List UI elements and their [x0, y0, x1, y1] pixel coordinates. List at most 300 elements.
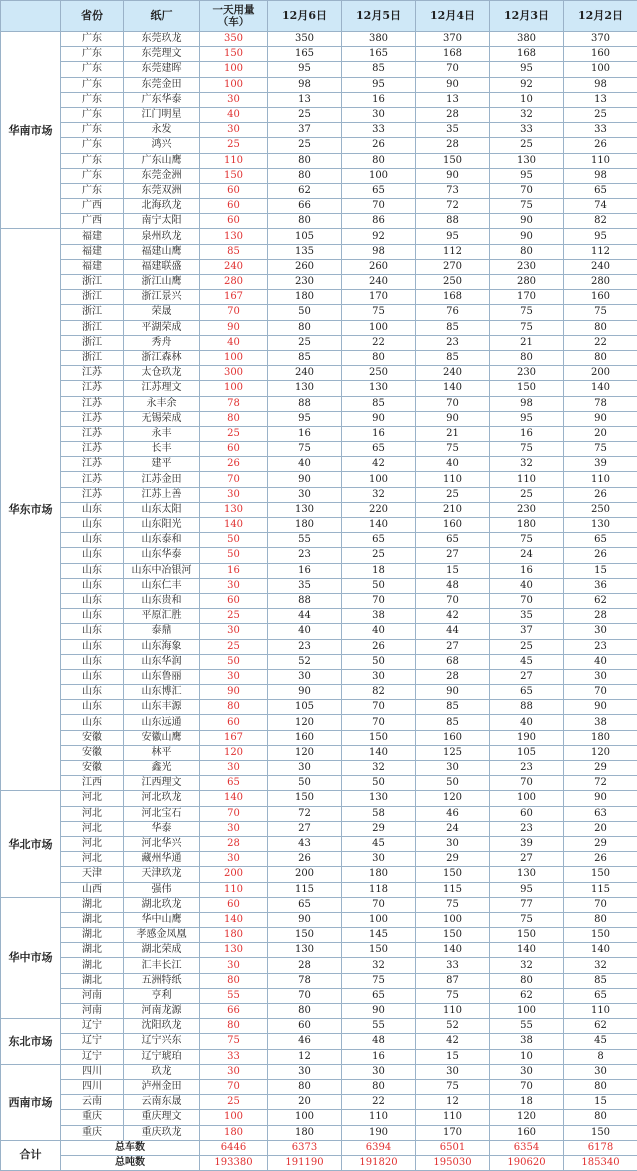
total-label: 合计	[1, 1140, 61, 1170]
mill-cell: 玖龙	[124, 1064, 200, 1079]
date-5-cell: 80	[564, 1079, 637, 1094]
date-2-cell: 42	[342, 457, 416, 472]
daily-usage-cell: 180	[200, 928, 268, 943]
date-2-cell: 70	[342, 700, 416, 715]
date-5-cell: 115	[564, 882, 637, 897]
table-row	[1, 745, 637, 760]
region-label: 华北市场	[1, 791, 61, 897]
date-4-cell: 10	[490, 1049, 564, 1064]
date-5-cell: 23	[564, 639, 637, 654]
date-3-cell: 12	[416, 1095, 490, 1110]
province-cell: 广东	[61, 183, 124, 198]
table-row	[1, 624, 637, 639]
date-3-cell: 72	[416, 199, 490, 214]
date-1-cell: 50	[268, 776, 342, 791]
date-5-cell: 250	[564, 502, 637, 517]
date-5-cell: 45	[564, 1034, 637, 1049]
date-1-cell: 78	[268, 973, 342, 988]
daily-usage-cell: 60	[200, 183, 268, 198]
date-2-cell: 130	[342, 381, 416, 396]
date-2-cell: 240	[342, 275, 416, 290]
mill-cell: 北海玖龙	[124, 199, 200, 214]
mill-cell: 浙江森林	[124, 350, 200, 365]
mill-cell: 广东华泰	[124, 92, 200, 107]
date-1-cell: 27	[268, 821, 342, 836]
date-1-cell: 25	[268, 138, 342, 153]
date-3-cell: 110	[416, 1110, 490, 1125]
date-4-cell: 98	[490, 396, 564, 411]
date-5-cell: 26	[564, 487, 637, 502]
date-5-cell: 280	[564, 275, 637, 290]
date-2-cell: 70	[342, 199, 416, 214]
mill-cell: 永丰余	[124, 396, 200, 411]
date-5-cell: 33	[564, 123, 637, 138]
daily-usage-cell: 300	[200, 366, 268, 381]
date-5-cell: 90	[564, 791, 637, 806]
date-3-cell: 90	[416, 685, 490, 700]
date-5-cell: 110	[564, 1004, 637, 1019]
date-2-cell: 29	[342, 821, 416, 836]
date-5-cell: 98	[564, 77, 637, 92]
date-1-cell: 160	[268, 730, 342, 745]
province-cell: 湖北	[61, 973, 124, 988]
daily-usage-cell: 90	[200, 685, 268, 700]
date-1-cell: 80	[268, 168, 342, 183]
date-5-cell: 75	[564, 442, 637, 457]
date-5-cell: 30	[564, 624, 637, 639]
date-3-cell: 110	[416, 1004, 490, 1019]
header-date-5: 12月2日	[564, 1, 637, 32]
province-cell: 山东	[61, 639, 124, 654]
date-2-cell: 150	[342, 730, 416, 745]
mill-cell: 林平	[124, 745, 200, 760]
table-row	[1, 92, 637, 107]
date-5-cell: 65	[564, 183, 637, 198]
daily-usage-cell: 78	[200, 396, 268, 411]
date-3-cell: 15	[416, 1049, 490, 1064]
mill-cell: 山东远通	[124, 715, 200, 730]
province-cell: 天津	[61, 867, 124, 882]
total-trucks-value: 6446	[200, 1140, 268, 1155]
date-4-cell: 75	[490, 305, 564, 320]
date-4-cell: 25	[490, 138, 564, 153]
province-cell: 山东	[61, 518, 124, 533]
table-row	[1, 320, 637, 335]
total-tons-value: 185340	[564, 1155, 637, 1170]
date-2-cell: 70	[342, 897, 416, 912]
date-4-cell: 100	[490, 791, 564, 806]
daily-usage-cell: 40	[200, 335, 268, 350]
mill-cell: 山东阳光	[124, 518, 200, 533]
date-5-cell: 240	[564, 259, 637, 274]
date-4-cell: 75	[490, 199, 564, 214]
mill-cell: 建平	[124, 457, 200, 472]
date-3-cell: 270	[416, 259, 490, 274]
province-cell: 四川	[61, 1064, 124, 1079]
mill-cell: 鑫光	[124, 761, 200, 776]
province-cell: 山东	[61, 609, 124, 624]
date-1-cell: 100	[268, 1110, 342, 1125]
daily-usage-cell: 100	[200, 1110, 268, 1125]
date-1-cell: 52	[268, 654, 342, 669]
date-2-cell: 140	[342, 745, 416, 760]
mill-cell: 永丰	[124, 426, 200, 441]
date-4-cell: 37	[490, 624, 564, 639]
date-4-cell: 100	[490, 1004, 564, 1019]
province-cell: 重庆	[61, 1110, 124, 1125]
daily-usage-cell: 30	[200, 123, 268, 138]
date-2-cell: 48	[342, 1034, 416, 1049]
date-5-cell: 26	[564, 548, 637, 563]
mill-cell: 山东太阳	[124, 502, 200, 517]
date-1-cell: 72	[268, 806, 342, 821]
table-body	[1, 32, 637, 1171]
daily-usage-cell: 75	[200, 1034, 268, 1049]
mill-cell: 重庆理文	[124, 1110, 200, 1125]
date-2-cell: 33	[342, 123, 416, 138]
date-3-cell: 150	[416, 928, 490, 943]
table-row	[1, 244, 637, 259]
daily-usage-cell: 350	[200, 32, 268, 47]
date-1-cell: 25	[268, 107, 342, 122]
province-cell: 河南	[61, 1004, 124, 1019]
date-1-cell: 80	[268, 153, 342, 168]
date-2-cell: 22	[342, 1095, 416, 1110]
daily-usage-cell: 60	[200, 593, 268, 608]
table-row	[1, 654, 637, 669]
table-row	[1, 882, 637, 897]
date-3-cell: 87	[416, 973, 490, 988]
header-date-4: 12月3日	[490, 1, 564, 32]
daily-usage-cell: 30	[200, 852, 268, 867]
date-4-cell: 168	[490, 47, 564, 62]
province-cell: 浙江	[61, 275, 124, 290]
date-4-cell: 90	[490, 229, 564, 244]
date-2-cell: 80	[342, 153, 416, 168]
total-trucks-value: 6501	[416, 1140, 490, 1155]
date-2-cell: 165	[342, 47, 416, 62]
date-5-cell: 120	[564, 745, 637, 760]
province-cell: 广东	[61, 47, 124, 62]
date-4-cell: 40	[490, 578, 564, 593]
date-1-cell: 90	[268, 685, 342, 700]
province-cell: 广东	[61, 168, 124, 183]
province-cell: 湖北	[61, 897, 124, 912]
daily-usage-cell: 140	[200, 518, 268, 533]
date-1-cell: 150	[268, 928, 342, 943]
date-1-cell: 43	[268, 836, 342, 851]
date-1-cell: 40	[268, 624, 342, 639]
date-2-cell: 50	[342, 578, 416, 593]
province-cell: 河北	[61, 791, 124, 806]
daily-usage-cell: 25	[200, 609, 268, 624]
daily-usage-cell: 100	[200, 381, 268, 396]
province-cell: 山东	[61, 624, 124, 639]
date-2-cell: 100	[342, 168, 416, 183]
date-1-cell: 150	[268, 791, 342, 806]
date-1-cell: 80	[268, 1079, 342, 1094]
date-4-cell: 70	[490, 593, 564, 608]
date-4-cell: 32	[490, 457, 564, 472]
mill-cell: 太仓玖龙	[124, 366, 200, 381]
mill-cell: 山东丰源	[124, 700, 200, 715]
date-3-cell: 13	[416, 92, 490, 107]
date-3-cell: 210	[416, 502, 490, 517]
date-5-cell: 72	[564, 776, 637, 791]
daily-usage-cell: 26	[200, 457, 268, 472]
date-2-cell: 30	[342, 1064, 416, 1079]
date-1-cell: 40	[268, 457, 342, 472]
date-4-cell: 65	[490, 685, 564, 700]
date-5-cell: 20	[564, 426, 637, 441]
total-tons-value: 193380	[200, 1155, 268, 1170]
date-4-cell: 140	[490, 943, 564, 958]
date-3-cell: 30	[416, 836, 490, 851]
table-row	[1, 472, 637, 487]
date-1-cell: 80	[268, 214, 342, 229]
province-cell: 湖北	[61, 912, 124, 927]
mill-cell: 南宁太阳	[124, 214, 200, 229]
date-3-cell: 90	[416, 411, 490, 426]
daily-usage-cell: 60	[200, 214, 268, 229]
date-5-cell: 78	[564, 396, 637, 411]
date-2-cell: 190	[342, 1125, 416, 1140]
province-cell: 浙江	[61, 320, 124, 335]
daily-usage-cell: 120	[200, 745, 268, 760]
date-1-cell: 95	[268, 62, 342, 77]
table-row	[1, 943, 637, 958]
date-2-cell: 22	[342, 335, 416, 350]
daily-usage-cell: 280	[200, 275, 268, 290]
daily-usage-cell: 30	[200, 578, 268, 593]
date-3-cell: 27	[416, 639, 490, 654]
daily-usage-cell: 30	[200, 1064, 268, 1079]
total-trucks-value: 6354	[490, 1140, 564, 1155]
province-cell: 江苏	[61, 487, 124, 502]
date-1-cell: 12	[268, 1049, 342, 1064]
province-cell: 湖北	[61, 928, 124, 943]
province-cell: 辽宁	[61, 1034, 124, 1049]
province-cell: 浙江	[61, 290, 124, 305]
mill-cell: 秀舟	[124, 335, 200, 350]
date-4-cell: 16	[490, 426, 564, 441]
date-3-cell: 85	[416, 320, 490, 335]
province-cell: 辽宁	[61, 1049, 124, 1064]
header-date-2: 12月5日	[342, 1, 416, 32]
daily-usage-cell: 130	[200, 943, 268, 958]
date-1-cell: 180	[268, 518, 342, 533]
date-5-cell: 100	[564, 62, 637, 77]
mill-cell: 沈阳玖龙	[124, 1019, 200, 1034]
daily-usage-cell: 25	[200, 426, 268, 441]
date-1-cell: 25	[268, 335, 342, 350]
date-1-cell: 90	[268, 472, 342, 487]
date-2-cell: 75	[342, 305, 416, 320]
table-row	[1, 457, 637, 472]
date-3-cell: 27	[416, 548, 490, 563]
date-2-cell: 50	[342, 654, 416, 669]
date-3-cell: 168	[416, 290, 490, 305]
daily-usage-cell: 30	[200, 958, 268, 973]
date-2-cell: 260	[342, 259, 416, 274]
mill-cell: 东莞建晖	[124, 62, 200, 77]
date-2-cell: 85	[342, 396, 416, 411]
mill-cell: 华泰	[124, 821, 200, 836]
date-5-cell: 30	[564, 1064, 637, 1079]
table-row	[1, 168, 637, 183]
mill-cell: 山东华润	[124, 654, 200, 669]
daily-usage-cell: 28	[200, 836, 268, 851]
date-1-cell: 135	[268, 244, 342, 259]
date-2-cell: 65	[342, 533, 416, 548]
date-4-cell: 150	[490, 381, 564, 396]
date-2-cell: 145	[342, 928, 416, 943]
date-3-cell: 48	[416, 578, 490, 593]
date-2-cell: 75	[342, 973, 416, 988]
mill-cell: 鸿兴	[124, 138, 200, 153]
total-tons-label: 总吨数	[61, 1155, 200, 1170]
date-4-cell: 32	[490, 107, 564, 122]
province-cell: 福建	[61, 259, 124, 274]
date-4-cell: 70	[490, 776, 564, 791]
total-trucks-value: 6178	[564, 1140, 637, 1155]
province-cell: 江苏	[61, 457, 124, 472]
region-label: 华中市场	[1, 897, 61, 1019]
table-row	[1, 502, 637, 517]
date-2-cell: 85	[342, 62, 416, 77]
daily-usage-cell: 60	[200, 442, 268, 457]
table-row	[1, 62, 637, 77]
date-3-cell: 30	[416, 761, 490, 776]
date-4-cell: 105	[490, 745, 564, 760]
daily-usage-cell: 150	[200, 47, 268, 62]
province-cell: 山西	[61, 882, 124, 897]
date-3-cell: 170	[416, 1125, 490, 1140]
date-4-cell: 75	[490, 320, 564, 335]
date-5-cell: 160	[564, 47, 637, 62]
mill-cell: 山东华泰	[124, 548, 200, 563]
table-row	[1, 32, 637, 47]
date-3-cell: 75	[416, 988, 490, 1003]
table-row	[1, 1049, 637, 1064]
table-row	[1, 563, 637, 578]
table-row	[1, 867, 637, 882]
mill-cell: 东莞金田	[124, 77, 200, 92]
daily-usage-cell: 30	[200, 761, 268, 776]
date-2-cell: 40	[342, 624, 416, 639]
mill-cell: 东莞理文	[124, 47, 200, 62]
header-province: 省份	[61, 1, 124, 32]
province-cell: 江苏	[61, 396, 124, 411]
mill-cell: 江苏理文	[124, 381, 200, 396]
date-1-cell: 180	[268, 1125, 342, 1140]
province-cell: 云南	[61, 1095, 124, 1110]
date-3-cell: 85	[416, 350, 490, 365]
date-5-cell: 80	[564, 320, 637, 335]
date-5-cell: 80	[564, 912, 637, 927]
date-5-cell: 30	[564, 669, 637, 684]
daily-usage-cell: 130	[200, 502, 268, 517]
mill-cell: 强伟	[124, 882, 200, 897]
date-4-cell: 24	[490, 548, 564, 563]
mill-cell: 辽宁兴东	[124, 1034, 200, 1049]
date-1-cell: 350	[268, 32, 342, 47]
mill-cell: 天津玖龙	[124, 867, 200, 882]
date-5-cell: 140	[564, 943, 637, 958]
province-cell: 浙江	[61, 335, 124, 350]
date-5-cell: 65	[564, 533, 637, 548]
table-row	[1, 548, 637, 563]
daily-usage-cell: 180	[200, 1125, 268, 1140]
date-1-cell: 85	[268, 350, 342, 365]
date-3-cell: 52	[416, 1019, 490, 1034]
date-4-cell: 18	[490, 1095, 564, 1110]
daily-usage-cell: 90	[200, 320, 268, 335]
daily-usage-cell: 60	[200, 199, 268, 214]
table-row	[1, 533, 637, 548]
daily-usage-cell: 167	[200, 290, 268, 305]
date-2-cell: 55	[342, 1019, 416, 1034]
date-3-cell: 160	[416, 730, 490, 745]
date-2-cell: 32	[342, 487, 416, 502]
date-2-cell: 100	[342, 320, 416, 335]
header-daily-usage: 一天用量（车）	[200, 1, 268, 32]
date-5-cell: 26	[564, 852, 637, 867]
date-3-cell: 70	[416, 396, 490, 411]
date-2-cell: 45	[342, 836, 416, 851]
table-row	[1, 912, 637, 927]
date-3-cell: 28	[416, 107, 490, 122]
date-5-cell: 63	[564, 806, 637, 821]
table-row	[1, 275, 637, 290]
date-1-cell: 130	[268, 381, 342, 396]
mill-cell: 河北玖龙	[124, 791, 200, 806]
date-3-cell: 90	[416, 168, 490, 183]
table-row	[1, 290, 637, 305]
province-cell: 广西	[61, 214, 124, 229]
date-4-cell: 190	[490, 730, 564, 745]
date-3-cell: 150	[416, 153, 490, 168]
table-row	[1, 107, 637, 122]
table-row	[1, 958, 637, 973]
daily-usage-cell: 150	[200, 168, 268, 183]
total-trucks-value: 6394	[342, 1140, 416, 1155]
table-row	[1, 1019, 637, 1034]
date-3-cell: 125	[416, 745, 490, 760]
date-1-cell: 130	[268, 943, 342, 958]
province-cell: 山东	[61, 715, 124, 730]
province-cell: 四川	[61, 1079, 124, 1094]
date-2-cell: 220	[342, 502, 416, 517]
mill-cell: 长丰	[124, 442, 200, 457]
date-3-cell: 42	[416, 609, 490, 624]
date-1-cell: 13	[268, 92, 342, 107]
date-1-cell: 90	[268, 912, 342, 927]
date-3-cell: 70	[416, 62, 490, 77]
date-3-cell: 44	[416, 624, 490, 639]
daily-usage-cell: 140	[200, 912, 268, 927]
table-row	[1, 836, 637, 851]
date-5-cell: 200	[564, 366, 637, 381]
mill-cell: 河南龙源	[124, 1004, 200, 1019]
date-2-cell: 16	[342, 92, 416, 107]
date-1-cell: 240	[268, 366, 342, 381]
province-cell: 安徽	[61, 761, 124, 776]
date-5-cell: 90	[564, 411, 637, 426]
date-2-cell: 380	[342, 32, 416, 47]
date-3-cell: 150	[416, 867, 490, 882]
province-cell: 河北	[61, 852, 124, 867]
